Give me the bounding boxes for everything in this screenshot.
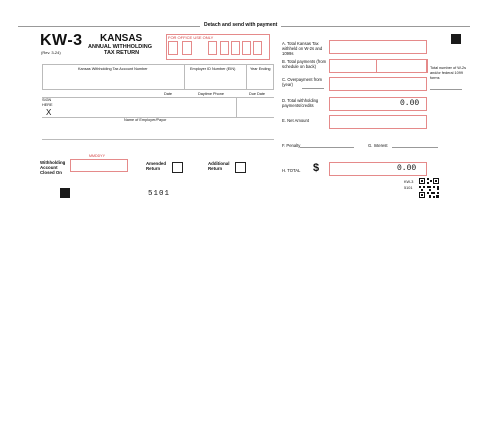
date-label: Date bbox=[164, 92, 173, 96]
line-f-label: F. Penalty bbox=[282, 143, 301, 148]
line-c-label: C. Overpayment from (year) bbox=[282, 77, 323, 87]
office-cell bbox=[208, 41, 217, 55]
office-cell bbox=[231, 41, 240, 55]
line-e-label: E. Net Amount bbox=[282, 118, 309, 123]
closed-on-label: Withholding Account Closed On bbox=[40, 160, 66, 175]
office-use-label: FOR OFFICE USE ONLY bbox=[168, 35, 214, 40]
additional-label: Additional Return bbox=[208, 161, 230, 171]
payor-name-input[interactable] bbox=[42, 124, 274, 140]
corner-code: KW-3 bbox=[404, 180, 414, 184]
line-g-input[interactable] bbox=[392, 147, 438, 148]
line-c-input[interactable] bbox=[329, 77, 427, 91]
w2-count-label: Total number of W-2s and/or federal 1099 forms bbox=[430, 66, 467, 80]
line-g-label: G. Interest bbox=[368, 143, 388, 148]
state-name: KANSAS bbox=[100, 33, 143, 44]
ein-label: Employer ID Number (EIN) bbox=[190, 67, 236, 71]
account-number-input[interactable] bbox=[44, 73, 182, 87]
payor-name-label: Name of Employer/Payor bbox=[124, 118, 167, 122]
office-cell bbox=[220, 41, 229, 55]
form-number-5101: 5101 bbox=[148, 190, 171, 198]
line-a-label: A. Total Kansas Tax withheld on W-2s and 1099s bbox=[282, 41, 323, 56]
form-title-2: TAX RETURN bbox=[104, 50, 140, 56]
qr-code-icon bbox=[418, 177, 440, 199]
year-ending-label: Year Ending bbox=[250, 67, 271, 71]
line-a-input[interactable] bbox=[329, 40, 427, 54]
line-b-label: B. Total payments (from schedule on back) bbox=[282, 59, 327, 69]
line-h-label: H. TOTAL bbox=[282, 168, 301, 173]
line-e-input[interactable] bbox=[329, 115, 427, 129]
corner-number: 5101 bbox=[404, 186, 413, 190]
w2-count-input[interactable] bbox=[430, 89, 462, 90]
registration-mark bbox=[451, 34, 461, 44]
mmddyy-label: MMDDYY bbox=[89, 154, 105, 158]
closed-on-input[interactable] bbox=[70, 159, 128, 172]
line-f-input[interactable] bbox=[300, 147, 354, 148]
line-d-label: D. Total withholding payments/credits bbox=[282, 98, 319, 108]
office-cell bbox=[182, 41, 192, 55]
additional-checkbox[interactable] bbox=[235, 162, 246, 173]
amended-label: Amended Return bbox=[146, 161, 167, 171]
dollar-sign: $ bbox=[313, 162, 320, 174]
ein-input[interactable] bbox=[186, 73, 244, 87]
daytime-phone-label: Daytime Phone bbox=[198, 92, 224, 96]
office-cell bbox=[242, 41, 251, 55]
office-cell bbox=[253, 41, 262, 55]
signature-field[interactable] bbox=[54, 100, 234, 114]
form-title-1: ANNUAL WITHHOLDING bbox=[88, 44, 153, 50]
amended-checkbox[interactable] bbox=[172, 162, 183, 173]
form-code: KW-3 bbox=[40, 32, 83, 49]
signature-x: X bbox=[46, 108, 52, 117]
due-date-label: Due Date bbox=[249, 92, 266, 96]
detach-text: Detach and send with payment bbox=[200, 22, 281, 28]
account-number-label: Kansas Withholding Tax Account Number bbox=[78, 67, 148, 71]
sign-label: SIGN bbox=[42, 98, 52, 102]
here-label: HERE bbox=[42, 103, 53, 107]
line-h-value: 0.00 bbox=[397, 164, 417, 173]
registration-mark bbox=[60, 188, 70, 198]
form-revision: (Rev. 3-24) bbox=[41, 50, 61, 55]
line-d-value: 0.00 bbox=[400, 99, 420, 108]
year-ending-input[interactable] bbox=[248, 73, 272, 87]
office-cell bbox=[168, 41, 178, 55]
